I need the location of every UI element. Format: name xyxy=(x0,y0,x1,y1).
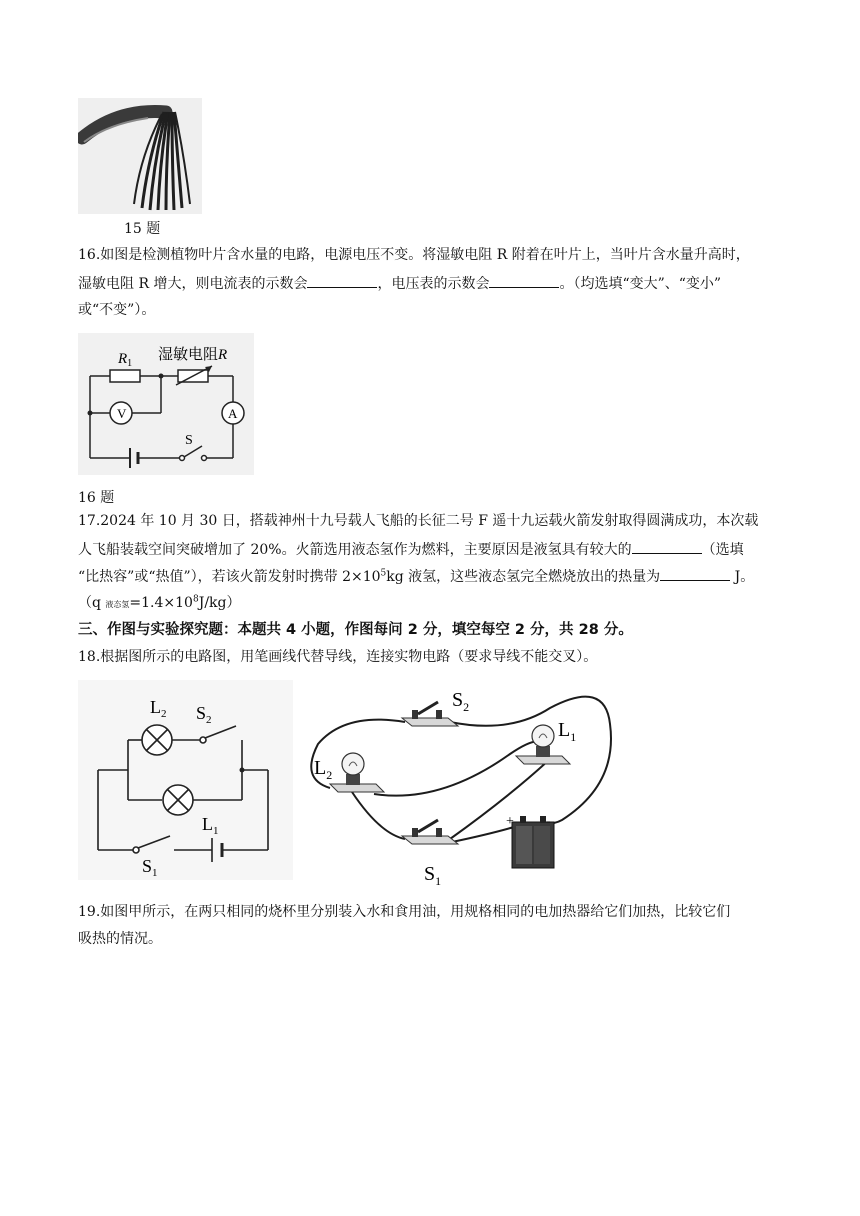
q18-real-s2-label: $S_2$ xyxy=(452,689,470,714)
q18-real-l1-label: $L_1$ xyxy=(558,719,577,744)
q18-real-s1-label: $S_1$ xyxy=(424,863,442,888)
q16-r1-label: $R_1$ xyxy=(118,351,133,369)
section3-heading: 三、作图与实验探究题：本题共 4 小题，作图每问 2 分，填空每空 2 分，共 28 分。 xyxy=(78,622,633,638)
q19-line1: 19.如图甲所示，在两只相同的烧杯里分别装入水和食用油，用规格相同的电加热器给它们加热，比较它们 xyxy=(78,904,731,920)
q17-line2 xyxy=(78,539,744,560)
q15-photo xyxy=(78,98,202,214)
q16-voltmeter-symbol: V xyxy=(117,406,127,421)
q17-line2-a: 人飞船装载空间突破增加了 20%。火箭选用液态氢作为燃料，主要原因是液氢具有较大的 xyxy=(78,542,632,558)
q16-line2-a: 湿敏电阻 R 增大，则电流表的示数会 xyxy=(78,276,308,292)
battery-minus-sign: - xyxy=(546,814,551,829)
q16-line1: 16.如图是检测植物叶片含水量的电路，电源电压不变。将湿敏电阻 R 附着在叶片上，当叶片含水量升高时， xyxy=(78,247,750,263)
q18-text: 18.根据图所示的电路图，用笔画线代替导线，连接实物电路（要求导线不能交叉）。 xyxy=(78,649,598,665)
q16-humidity-resistor-label: 湿敏电阻R xyxy=(158,347,228,363)
q17-answer-blank-property[interactable] xyxy=(632,539,702,554)
q19-line2: 吸热的情况。 xyxy=(78,931,162,947)
battery-plus-sign: + xyxy=(506,814,514,829)
q18-schematic-l1-label: $L_1$ xyxy=(202,814,219,837)
q17-line3: “比热容”或“热值”），若该火箭发射时携带 $2\times 10^5kg$ 液氢，这些液态氢完全燃烧放出的热量为 J。 xyxy=(78,566,754,587)
q18-real-circuit-picture xyxy=(300,684,620,888)
q16-answer-blank-current[interactable] xyxy=(307,273,377,288)
q16-circuit-diagram xyxy=(78,333,254,475)
q18-schematic-s2-label: $S_2$ xyxy=(196,703,212,726)
q16-line3: 或“不变”）。 xyxy=(78,302,156,318)
q16-line2-c: 。（均选填“变大”、“变小” xyxy=(559,276,722,292)
q16-line2 xyxy=(78,273,721,294)
q17-line1: 17.2024 年 10 月 30 日，搭载神州十九号载人飞船的长征二号 F 遥十九运载火箭发射取得圆满成功，本次载 xyxy=(78,513,759,529)
q18-schematic-diagram xyxy=(78,680,293,880)
q18-schematic-l2-label: $L_2$ xyxy=(150,697,167,720)
q16-line2-b: ，电压表的示数会 xyxy=(377,276,490,292)
q17-answer-blank-heat[interactable] xyxy=(660,566,730,581)
q18-real-l2-label: $L_2$ xyxy=(314,757,333,782)
q17-line4: （q 液态氢$=1.4\times 10^8J/kg$） xyxy=(78,594,241,611)
q16-caption: 16 题 xyxy=(78,490,115,506)
q16-answer-blank-voltage[interactable] xyxy=(489,273,559,288)
q15-caption: 15 题 xyxy=(124,221,161,237)
q18-schematic-s1-label: $S_1$ xyxy=(142,856,158,879)
q17-line2-b: （选填 xyxy=(701,542,744,558)
q16-ammeter-symbol: A xyxy=(228,406,238,421)
q16-switch-label: S xyxy=(185,433,193,448)
